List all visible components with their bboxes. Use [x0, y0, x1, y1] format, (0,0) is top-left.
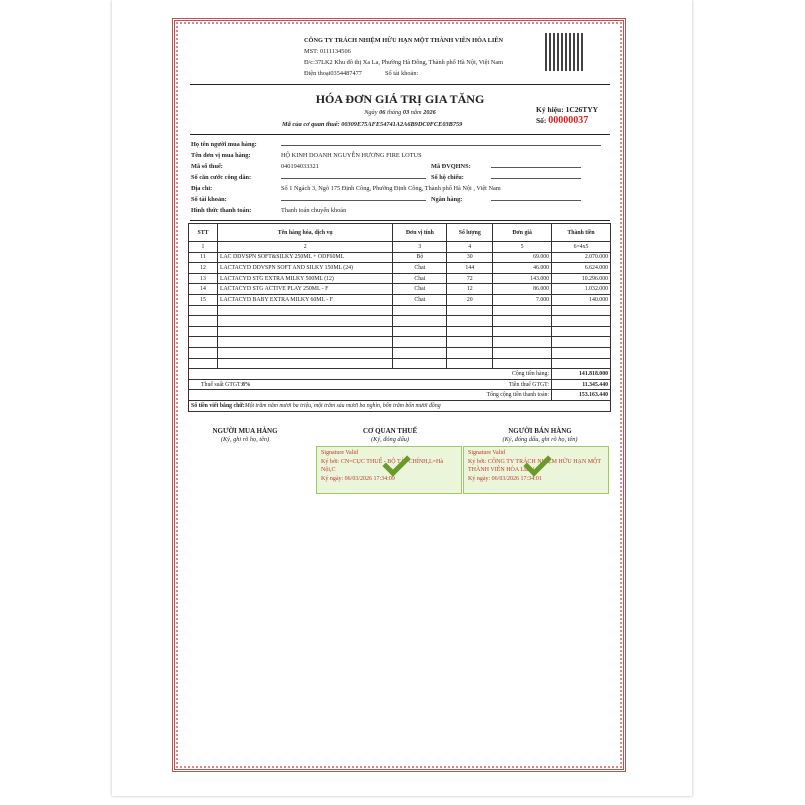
table-headers-1: Tên hàng hóa, dịch vụ [217, 224, 393, 242]
table-rows-3-5: 1.032.000 [552, 284, 611, 295]
table-row [189, 305, 611, 316]
authority-code [282, 121, 462, 129]
table-headers-0: STT [189, 224, 218, 242]
signatures-seller-date: Ký ngày: 06/03/2026 17:34:01 [468, 476, 542, 482]
table-rows-1-2: Chai [393, 263, 447, 274]
signatures-tax-signer: Ký bởi: CN=CỤC THUẾ - BỘ TÀI CHÍNH,L=Hà Nội,C [321, 459, 444, 473]
totals-vat-rate-label: Thuế suất GTGT: [201, 381, 242, 388]
table-rows-1-4: 46.000 [493, 263, 552, 274]
buyer-info [191, 141, 611, 218]
buyer-fields-0-label: Họ tên người mua hàng: [191, 141, 257, 148]
invoice-date-label-month: tháng [386, 109, 402, 116]
table-rows-0-3: 30 [447, 252, 493, 263]
table-row [189, 273, 611, 284]
signatures-tax-valid: Signature Valid [321, 450, 359, 456]
totals-vat-label: Tiền thuế GTGT: [508, 381, 550, 388]
table-rows-4-4: 7.000 [493, 294, 552, 305]
buyer-fields-5-label: Số tài khoản: [191, 196, 227, 203]
table-headers-5: Thành tiền [552, 224, 611, 242]
table-row [189, 252, 611, 263]
table-rows-3-0: 14 [189, 284, 218, 295]
buyer-fields-1-label: Tên đơn vị mua hàng: [191, 152, 251, 159]
table-row [189, 358, 611, 369]
table-rows-2-4: 143.000 [493, 273, 552, 284]
table-rows-4-0: 15 [189, 294, 218, 305]
table-rows-3-1: LACTACYD STG ACTIVE PLAY 250ML - F [217, 284, 393, 295]
invoice-symbol: 1C26TYY [565, 105, 599, 114]
invoice-month: 03 [402, 109, 410, 116]
table-rows-3-2: Chai [393, 284, 447, 295]
invoice-authority-code: 00309E75AFE54741A2A6B9DC0FCE03B759 [341, 121, 463, 128]
buyer-fields-2-value: 040194033321 [281, 163, 319, 170]
items-table [188, 223, 611, 412]
table-rows-0-2: Bộ [393, 252, 447, 263]
totals-subtotal-label: Cộng tiền hàng: [189, 369, 552, 380]
table-row [189, 347, 611, 358]
table-rows-3-3: 12 [447, 284, 493, 295]
table-rows-4-2: Chai [393, 294, 447, 305]
table-index-row-0: 1 [189, 242, 218, 253]
table-rows-4-5: 140.000 [552, 294, 611, 305]
buyer-fields-6-value: Thanh toán chuyển khoản [281, 207, 347, 214]
table-index-row-2: 3 [393, 242, 447, 253]
table-rows-0-4: 69.000 [493, 252, 552, 263]
table-rows-1-1: LACTACYD DDVSPN SOFT AND SILKY 150ML (24) [217, 263, 393, 274]
buyer-passport-label: Số hộ chiếu: [431, 174, 464, 181]
buyer-fields-6-label: Hình thức thanh toán: [191, 207, 252, 214]
table-headers-3: Số lượng [447, 224, 493, 242]
seller-phone: Điện thoại0354487477 [304, 70, 362, 77]
totals-total-label: Tổng cộng tiền thanh toán: [189, 390, 552, 401]
invoice-symbol [536, 105, 598, 114]
table-index-row-4: 5 [493, 242, 552, 253]
qr-code [545, 33, 583, 71]
invoice-number: 00000037 [548, 115, 589, 126]
buyer-fields-4-label: Địa chỉ: [191, 185, 213, 192]
invoice-authority-code-label: Mã của cơ quan thuế: [282, 121, 340, 128]
totals-vat: 11.345.440 [552, 379, 611, 390]
table-row [189, 294, 611, 305]
signatures-seller-title: NGƯỜI BÁN HÀNG [508, 427, 572, 435]
invoice-number [536, 115, 588, 126]
table-row [189, 263, 611, 274]
totals-subtotal: 141.818.000 [552, 369, 611, 380]
buyer-budget-code-label: Mã ĐVQHNS: [431, 163, 471, 170]
tax-signature-block [345, 427, 435, 444]
invoice-day: 06 [379, 109, 386, 116]
table-rows-2-5: 10.296.000 [552, 273, 611, 284]
signatures-seller-valid: Signature Valid [468, 450, 506, 456]
signatures-tax-title: CƠ QUAN THUẾ [362, 427, 418, 435]
table-row [189, 326, 611, 337]
signatures-buyer-note: (Ký, ghi rõ họ, tên) [220, 436, 270, 443]
totals-total: 153.163.440 [552, 390, 611, 401]
totals-words: Một trăm năm mươi ba triệu, một trăm sáu mươi ba nghìn, bốn trăm bốn mươi đồng [244, 402, 441, 409]
table-rows-1-3: 144 [447, 263, 493, 274]
table-rows-0-1: LAC DDVSPN SOFT&SILKY 250ML + ODF60ML [217, 252, 393, 263]
signatures-tax-date: Ký ngày: 06/03/2026 17:34:09 [321, 476, 395, 482]
table-rows-2-0: 13 [189, 273, 218, 284]
signatures-tax-note: (Ký, đóng dấu) [371, 436, 409, 443]
signatures-seller-signer: Ký bởi: CÔNG TY TRÁCH NHIỆM HỮU HẠN MỘT THÀNH VIÊN HÒA LIÊN [468, 459, 601, 473]
signatures-buyer-title: NGƯỜI MUA HÀNG [212, 427, 278, 435]
table-row [189, 284, 611, 295]
invoice-year: 2026 [423, 109, 436, 116]
invoice-title: HÓA ĐƠN GIÁ TRỊ GIA TĂNG [315, 92, 485, 106]
table-rows-4-3: 20 [447, 294, 493, 305]
table-rows-2-3: 72 [447, 273, 493, 284]
seller-name: CÔNG TY TRÁCH NHIỆM HỮU HẠN MỘT THÀNH VIÊN HÒA LIÊN [304, 37, 504, 44]
seller-address: Đ/c:37LK2 Khu đô thị Xa La, Phường Hà Đông, Thành phố Hà Nội, Việt Nam [304, 59, 504, 66]
table-index-row-1: 2 [217, 242, 393, 253]
buyer-fields-4-value: Số 1 Ngách 3, Ngõ 175 Định Công, Phường Định Công, Thành phố Hà Nội , Việt Nam [281, 185, 501, 192]
table-rows-2-1: LACTACYD STG EXTRA MILKY 500ML (12) [217, 273, 393, 284]
seller-tax-code: MST: 0111134506 [304, 48, 351, 55]
table-row [189, 316, 611, 327]
invoice-number-label: Số: [536, 116, 547, 125]
totals-vat-rate: 8% [241, 381, 251, 388]
invoice-date [300, 109, 500, 117]
table-rows-2-2: Chai [393, 273, 447, 284]
table-index-row-3: 4 [447, 242, 493, 253]
signatures-seller-note: (Ký, đóng dấu, ghi rõ họ, tên) [502, 436, 578, 443]
buyer-fields-1-value: HỘ KINH DOANH NGUYỄN HƯƠNG FIRE LOTUS [281, 152, 422, 159]
table-rows-1-5: 6.624.000 [552, 263, 611, 274]
table-headers-4: Đơn giá [493, 224, 552, 242]
invoice-date-label-year: năm [410, 109, 422, 116]
totals-words-label: Số tiền viết bằng chữ: [191, 402, 245, 409]
table-rows-4-1: LACTACYD BABY EXTRA MILKY 60ML - F [217, 294, 393, 305]
table-rows-0-0: 11 [189, 252, 218, 263]
buyer-bank-label: Ngân hàng: [431, 196, 463, 203]
table-rows-0-5: 2.070.000 [552, 252, 611, 263]
seller-signature-block [480, 427, 600, 444]
seller-account: Số tài khoản: [385, 70, 419, 77]
buyer-fields-3-label: Số căn cước công dân: [191, 174, 252, 181]
table-index-row-5: 6=4x5 [552, 242, 611, 253]
invoice-symbol-label: Ký hiệu: [536, 105, 564, 114]
table-rows-3-4: 86.000 [493, 284, 552, 295]
buyer-signature-block [200, 427, 290, 444]
buyer-fields-2-label: Mã số thuế: [191, 163, 223, 170]
invoice-date-label-day: Ngày [364, 109, 378, 116]
table-headers-2: Đơn vị tính [393, 224, 447, 242]
table-rows-1-0: 12 [189, 263, 218, 274]
table-row [189, 337, 611, 348]
